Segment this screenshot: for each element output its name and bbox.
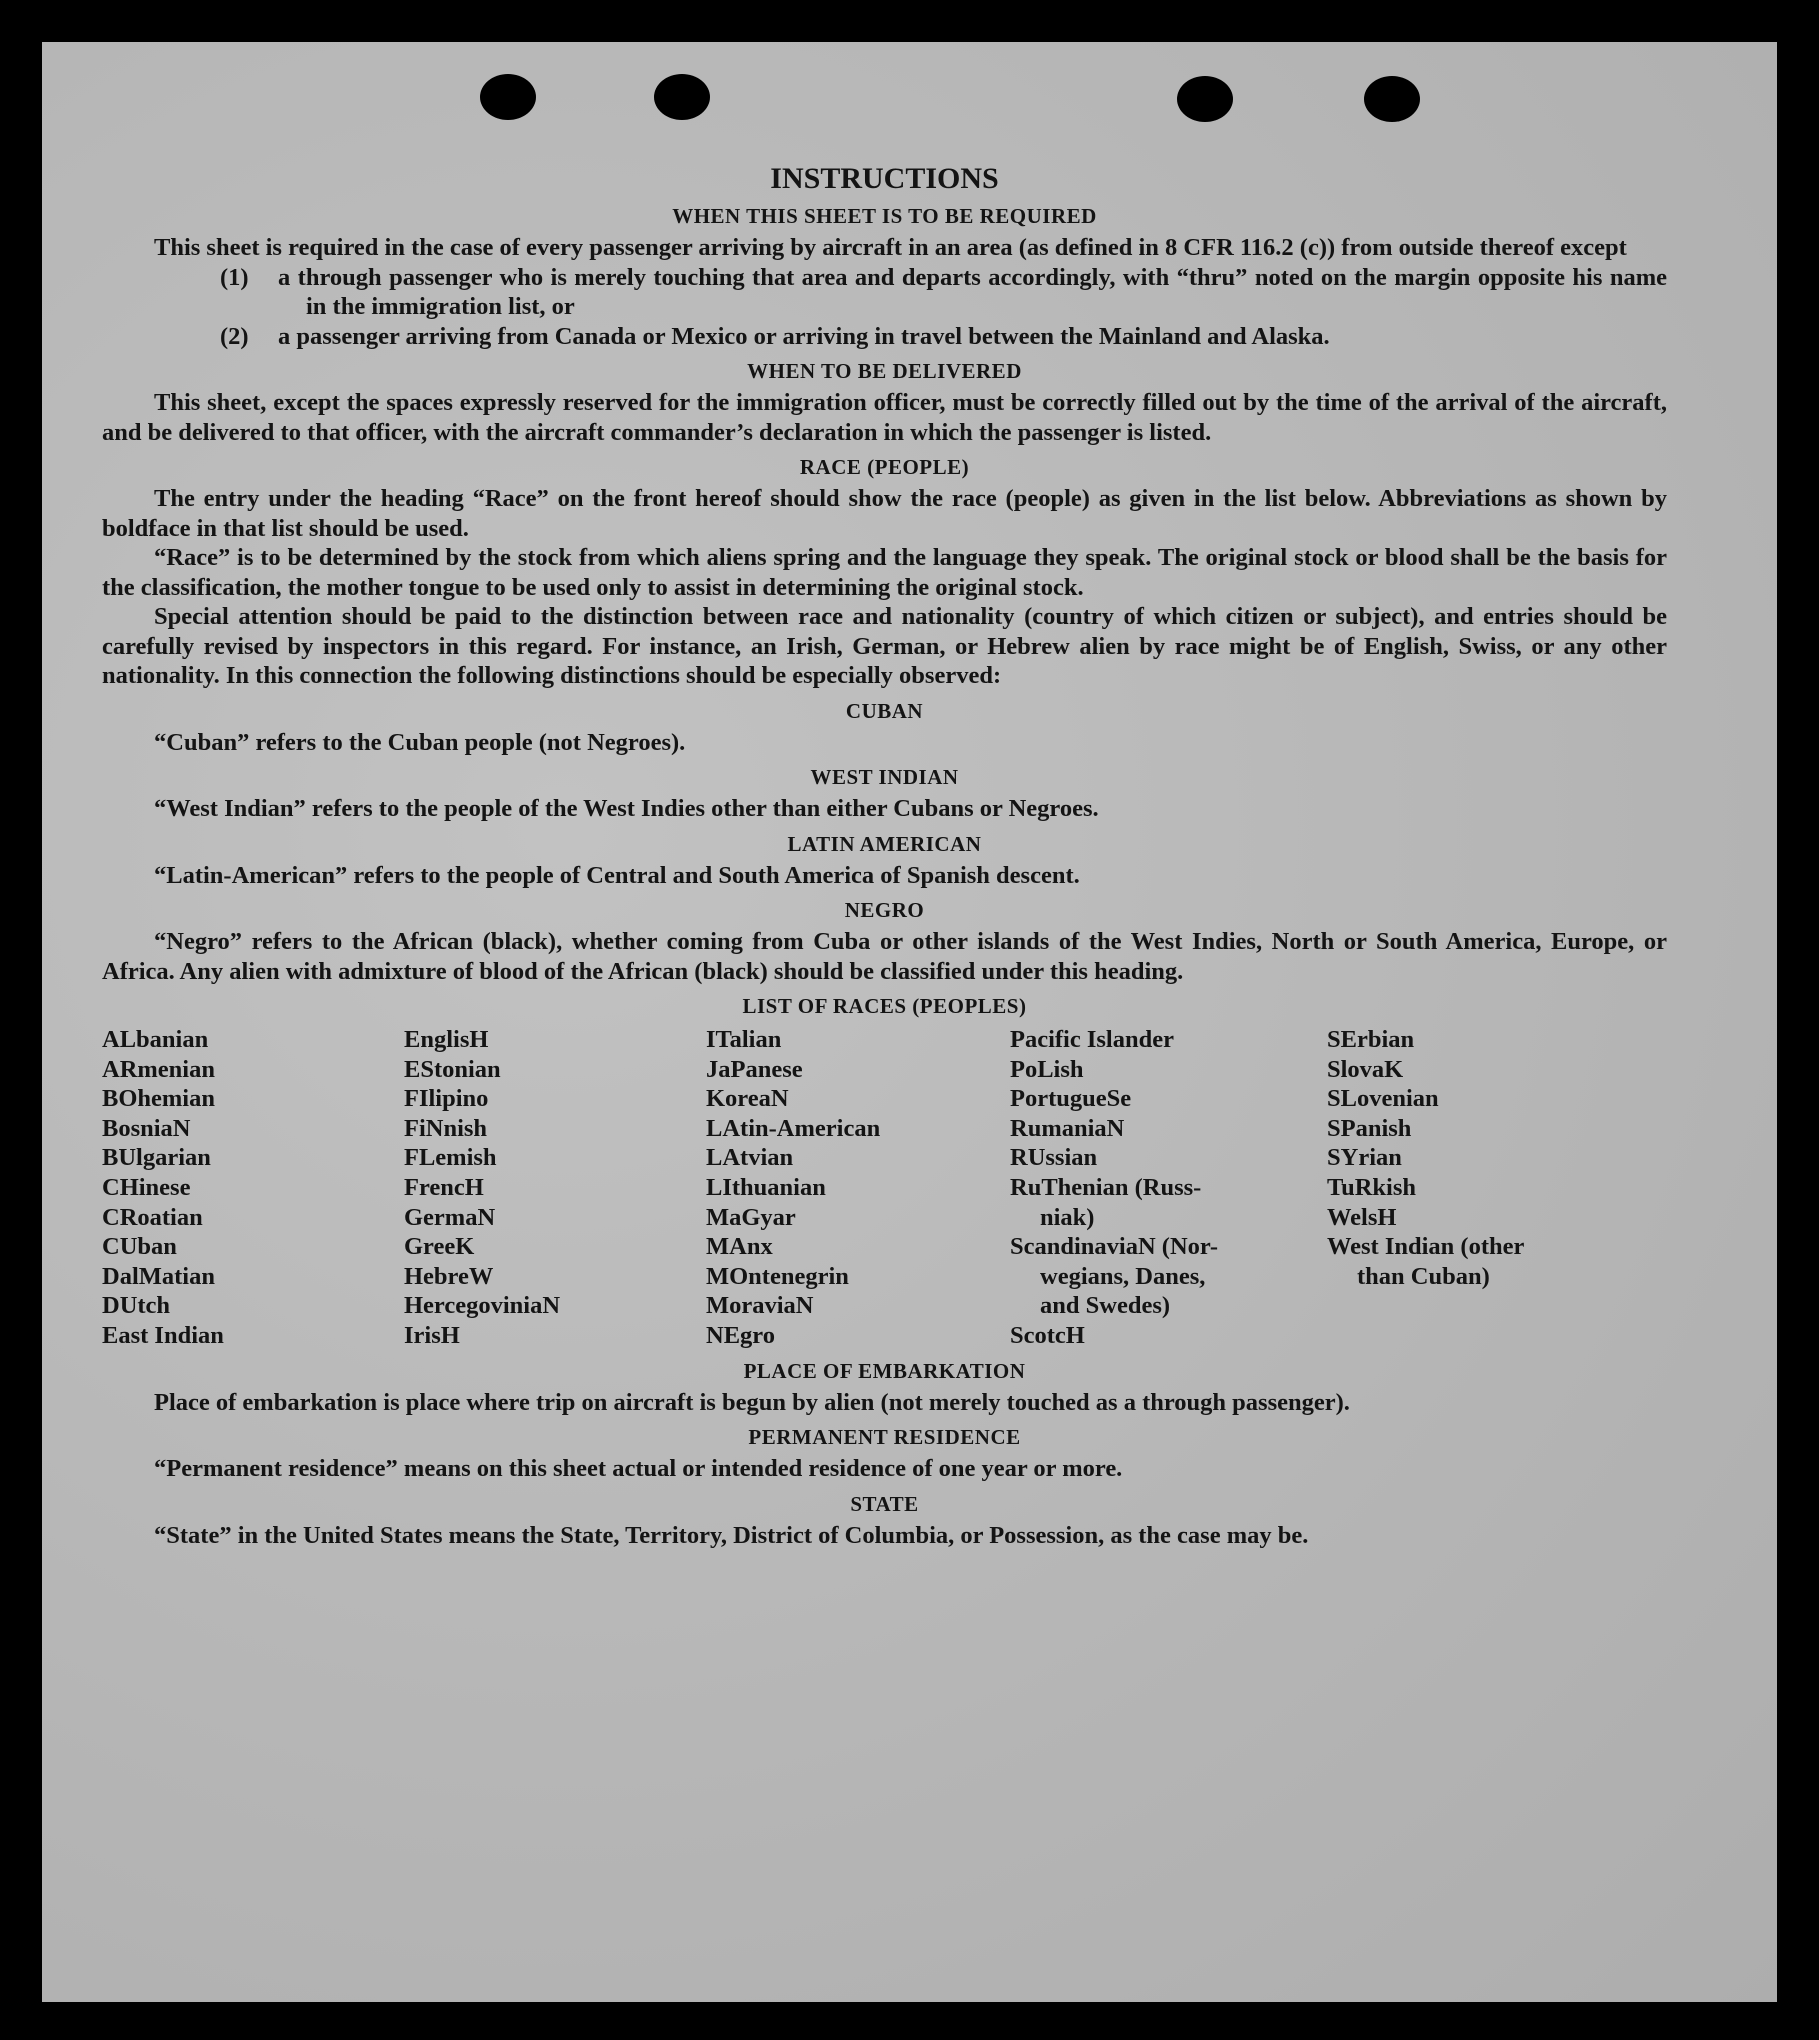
punch-hole <box>654 74 710 120</box>
punch-hole <box>1177 76 1233 122</box>
race-paragraph-1: The entry under the heading “Race” on the front hereof should show the race (people) as given in the list below. Abbreviations as shown by boldface in that list should be used. <box>102 485 1667 542</box>
race-entry: SPanish <box>1327 1114 1412 1142</box>
race-entry: FiNnish <box>404 1114 488 1142</box>
race-entry: WelsH <box>1327 1203 1397 1231</box>
race-entry: ARmenian <box>102 1055 215 1083</box>
west-indian-text: “West Indian” refers to the people of the West Indies other than either Cubans or Negroes. <box>154 795 1099 822</box>
negro-text: “Negro” refers to the African (black), whether coming from Cuba or other islands of the West Indies, North or South America, Europe, or Africa. Any alien with admixture of blood of the African (black) should be classified under this heading. <box>102 928 1667 985</box>
document-sheet <box>42 42 1777 2002</box>
race-entry: KoreaN <box>706 1085 789 1113</box>
race-entry: HebreW <box>404 1262 494 1290</box>
race-column <box>102 1025 404 1351</box>
race-entry: PortugueSe <box>1010 1085 1132 1113</box>
required-intro: This sheet is required in the case of every passenger arriving by aircraft in an area (as defined in 8 CFR 116.2 (c)) from outside thereof except <box>154 234 1627 261</box>
race-paragraph-2: “Race” is to be determined by the stock from which aliens spring and the language they speak. The original stock or blood shall be the basis for the classification, the mother tongue to be used only to assist in determining the original stock. <box>102 544 1667 601</box>
race-entry: MOntenegrin <box>706 1262 849 1290</box>
race-entry: GermaN <box>404 1203 496 1231</box>
section-heading-residence: PERMANENT RESIDENCE <box>748 1425 1021 1450</box>
race-entry: LAtin-American <box>706 1114 881 1142</box>
section-heading-race: RACE (PEOPLE) <box>799 455 970 479</box>
race-entry: Pacific Islander <box>1010 1026 1174 1053</box>
race-entry: and Swedes) <box>1040 1292 1171 1320</box>
race-entry: LIthuanian <box>706 1173 826 1201</box>
document-content <box>102 162 1667 1550</box>
race-entry: West Indian (other <box>1327 1233 1525 1261</box>
race-entry: FIlipino <box>404 1085 489 1113</box>
race-entry: GreeK <box>404 1233 475 1261</box>
latin-american-text: “Latin-American” refers to the people of Central and South America of Spanish descent. <box>154 861 1080 889</box>
page-title: INSTRUCTIONS <box>770 162 999 195</box>
race-entry: SYrian <box>1327 1144 1402 1172</box>
race-entry: HercegoviniaN <box>404 1292 561 1320</box>
race-entry: CHinese <box>102 1173 191 1201</box>
race-entry: BOhemian <box>102 1085 215 1113</box>
section-heading-state: STATE <box>850 1491 919 1516</box>
race-entry: CUban <box>102 1233 177 1261</box>
race-entry: PoLish <box>1010 1055 1084 1083</box>
race-entry: niak) <box>1040 1203 1095 1231</box>
race-entry: East Indian <box>102 1321 224 1349</box>
section-heading-required: WHEN THIS SHEET IS TO BE REQUIRED <box>672 204 1097 228</box>
residence-text: “Permanent residence” means on this sheet actual or intended residence of one year or more. <box>154 1455 1123 1483</box>
race-entry: ScandinaviaN (Nor- <box>1010 1233 1219 1261</box>
race-entry: RUssian <box>1010 1144 1098 1172</box>
race-paragraph-3: Special attention should be paid to the distinction between race and nationality (country of which citizen or subject), and entries should be carefully revised by inspectors in this regard. For instance, an Irish, German, or Hebrew alien by race might be of English, Swiss, or any other nationality. In this connection the following distinctions should be especially observed: <box>102 603 1667 689</box>
race-entry: EStonian <box>404 1055 501 1083</box>
race-entry: MAnx <box>706 1233 773 1261</box>
punch-hole <box>1364 76 1420 122</box>
race-column <box>706 1025 1010 1351</box>
race-entry: IrisH <box>404 1321 460 1349</box>
race-entry: BosniaN <box>102 1114 191 1142</box>
exception-number: (1) <box>220 263 249 291</box>
race-list <box>102 1025 1667 1351</box>
race-entry: TuRkish <box>1327 1173 1417 1201</box>
race-entry: MaGyar <box>706 1203 796 1231</box>
race-entry: RumaniaN <box>1010 1114 1125 1142</box>
exception-text: a through passenger who is merely touching that area and departs accordingly, with “thru” noted on the margin opposite his name in the immigration list, or <box>278 263 1667 320</box>
race-entry: CRoatian <box>102 1203 203 1231</box>
race-entry: ScotcH <box>1010 1321 1085 1349</box>
section-heading-west-indian: WEST INDIAN <box>810 765 959 789</box>
race-entry: ITalian <box>706 1026 782 1053</box>
race-entry: EnglisH <box>404 1026 489 1053</box>
race-entry: DalMatian <box>102 1262 215 1290</box>
race-entry: than Cuban) <box>1357 1262 1490 1290</box>
race-entry: FLemish <box>404 1144 497 1172</box>
race-column <box>404 1025 706 1351</box>
exception-item <box>220 263 1667 322</box>
punch-hole <box>480 74 536 120</box>
race-entry: wegians, Danes, <box>1040 1262 1206 1290</box>
exception-number: (2) <box>220 322 249 350</box>
race-entry: ALbanian <box>102 1026 209 1053</box>
delivered-text: This sheet, except the spaces expressly reserved for the immigration officer, must be correctly filled out by the time of the arrival of the aircraft, and be delivered to that officer, with the aircraft commander’s declaration in which the passenger is listed. <box>102 389 1667 446</box>
race-entry: FrencH <box>404 1173 484 1201</box>
state-text: “State” in the United States means the State, Territory, District of Columbia, or Possession, as the case may be. <box>154 1521 1309 1549</box>
section-heading-delivered: WHEN TO BE DELIVERED <box>747 359 1022 383</box>
exception-text: a passenger arriving from Canada or Mexico or arriving in travel between the Mainland and Alaska. <box>278 322 1330 350</box>
race-entry: JaPanese <box>706 1055 803 1083</box>
race-column <box>1010 1025 1327 1351</box>
section-heading-negro: NEGRO <box>844 898 925 922</box>
race-entry: RuThenian (Russ- <box>1010 1173 1202 1201</box>
section-heading-embarkation: PLACE OF EMBARKATION <box>743 1358 1026 1383</box>
exception-item <box>220 322 1667 352</box>
race-entry: SlovaK <box>1327 1055 1404 1083</box>
race-entry: MoraviaN <box>706 1292 814 1320</box>
embarkation-text: Place of embarkation is place where trip on aircraft is begun by alien (not merely touched as a through passenger). <box>154 1388 1350 1416</box>
section-heading-latin-american: LATIN AMERICAN <box>787 831 982 856</box>
cuban-text: “Cuban” refers to the Cuban people (not Negroes). <box>154 728 686 756</box>
race-entry: SLovenian <box>1327 1085 1439 1113</box>
race-entry: NEgro <box>706 1321 775 1349</box>
section-heading-race-list: LIST OF RACES (PEOPLES) <box>742 994 1027 1018</box>
race-entry: DUtch <box>102 1292 171 1320</box>
race-column <box>1327 1025 1627 1351</box>
race-entry: SErbian <box>1327 1026 1415 1053</box>
race-entry: BUlgarian <box>102 1144 211 1172</box>
race-entry: LAtvian <box>706 1144 794 1172</box>
section-heading-cuban: CUBAN <box>845 698 924 723</box>
